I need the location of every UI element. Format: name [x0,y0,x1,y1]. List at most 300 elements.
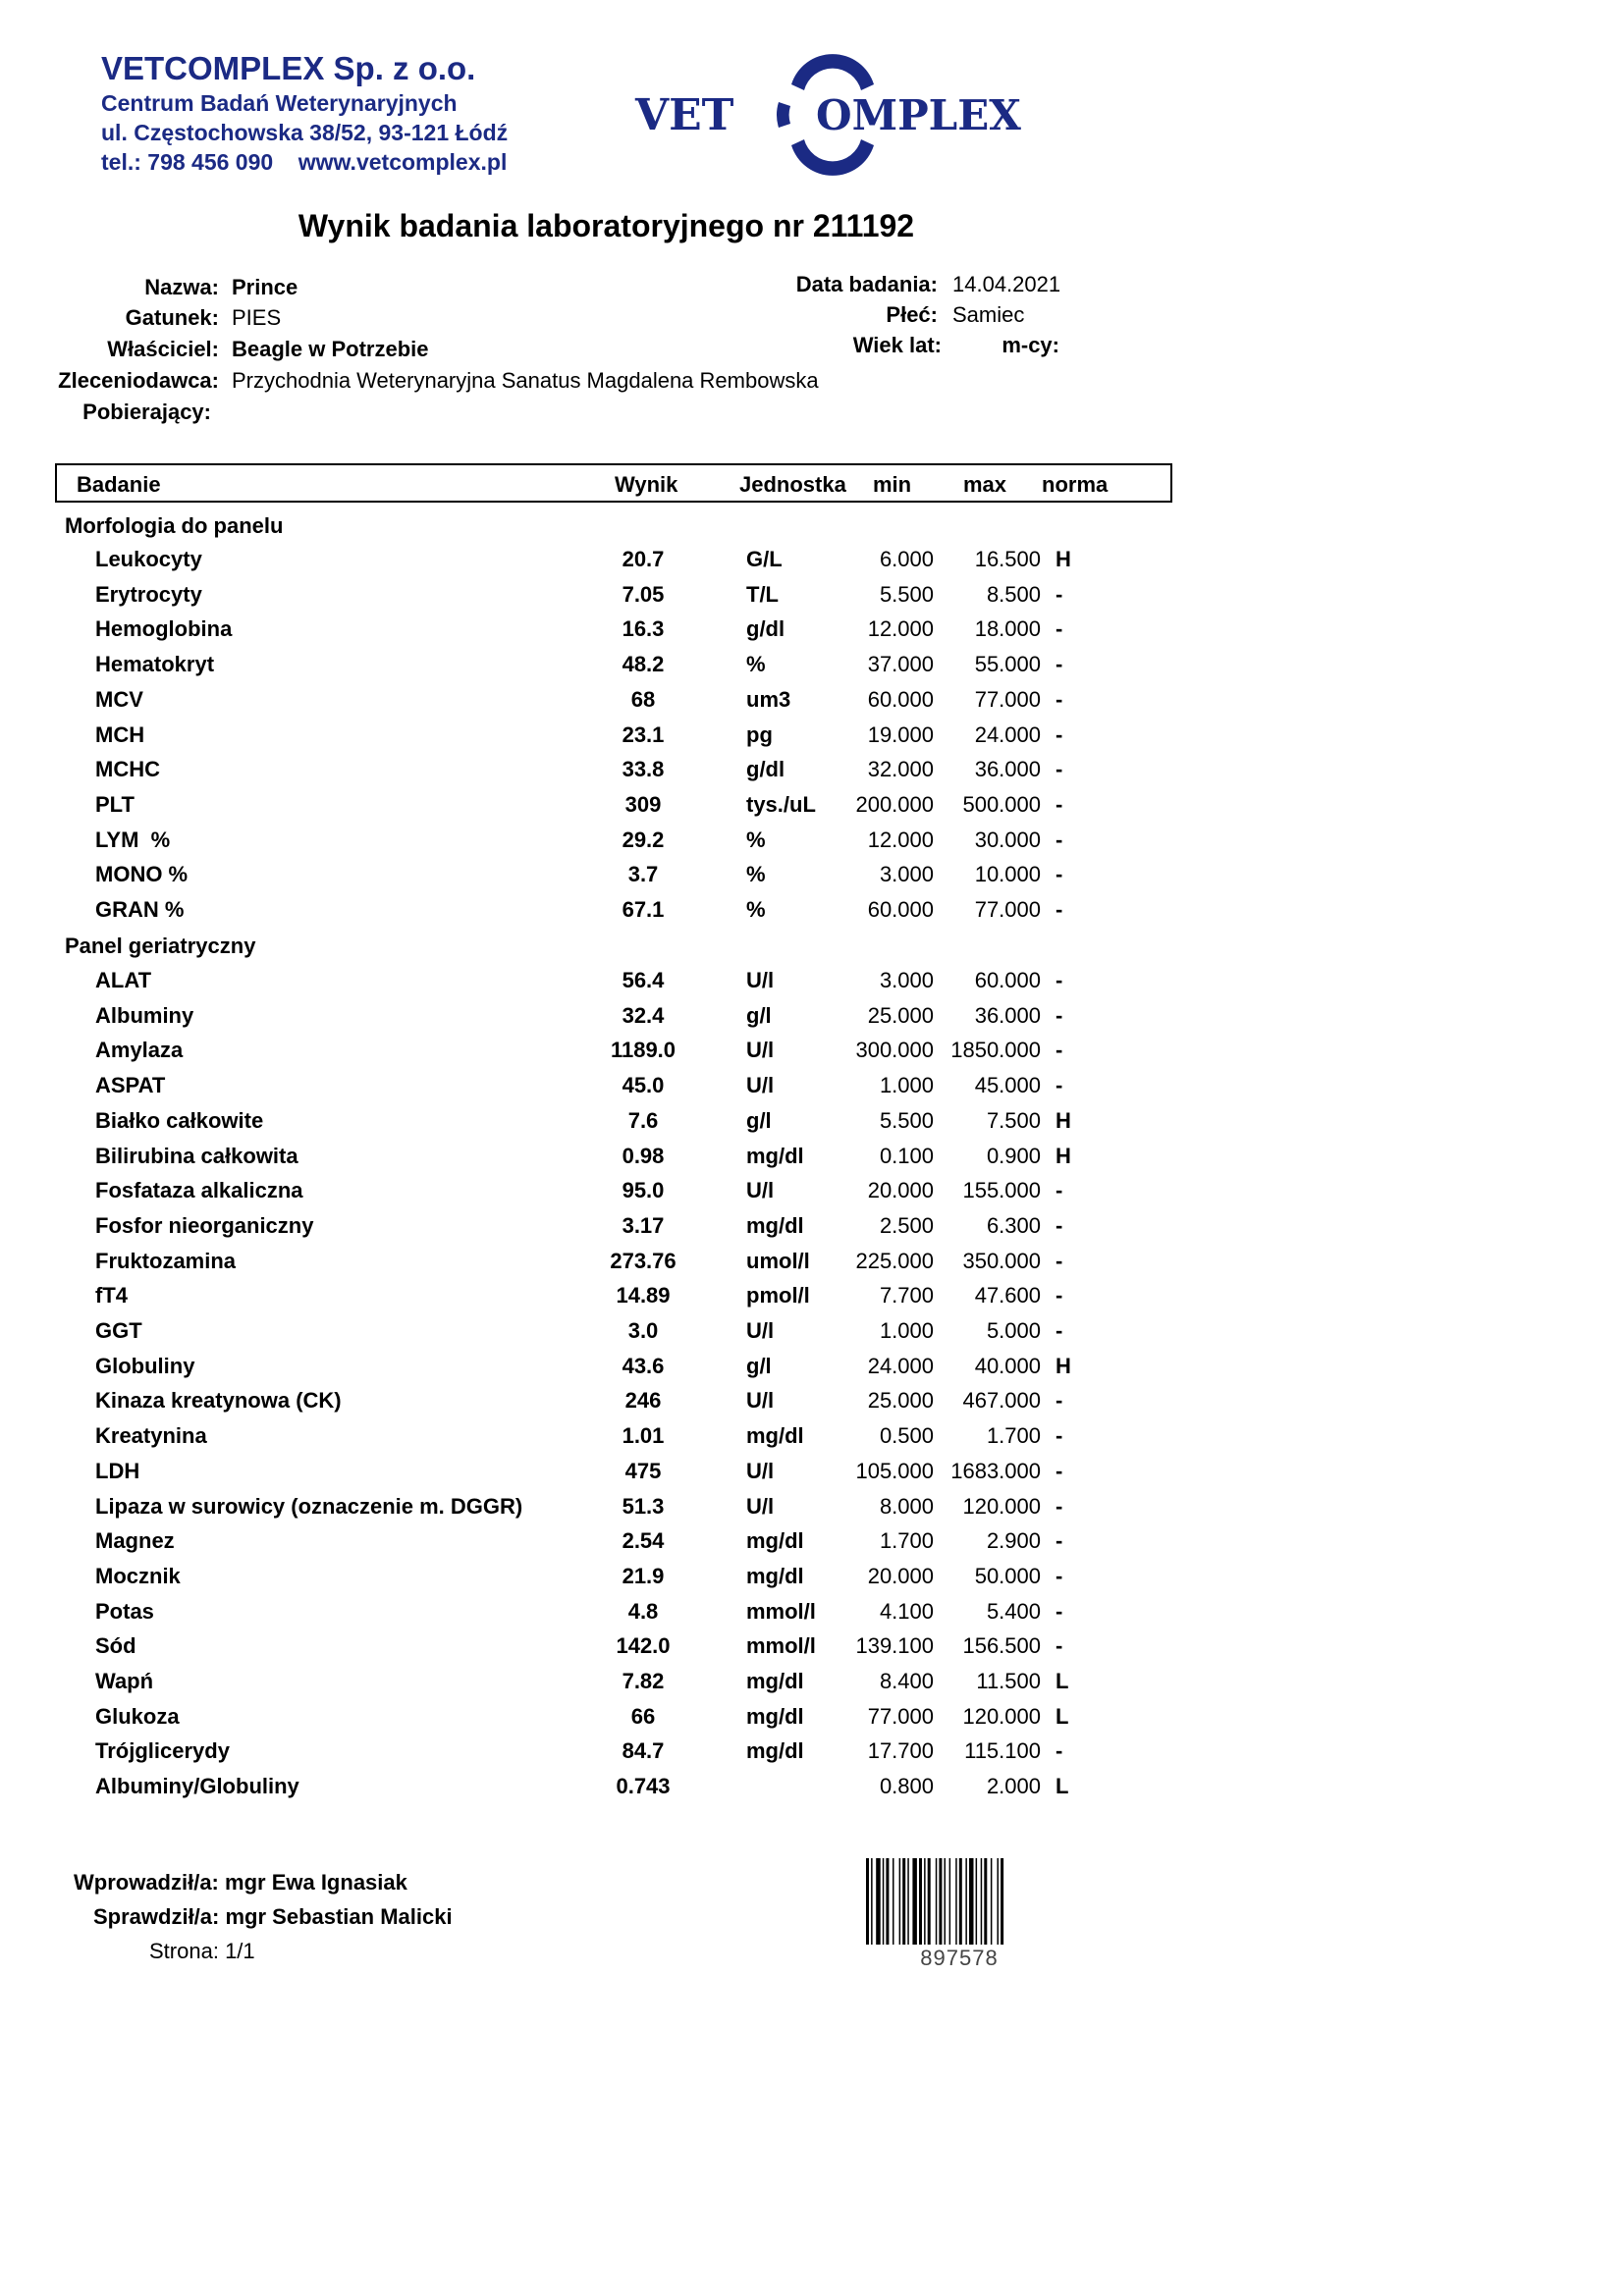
barcode-bar [876,1858,881,1945]
cell-name: Erytrocyty [95,582,202,607]
cell-unit: mg/dl [746,1669,804,1693]
cell-norm: - [1056,722,1063,747]
cell-result: 0.98 [622,1144,665,1168]
cell-min: 20.000 [867,1178,934,1202]
table-row [0,1068,1624,1103]
cell-name: LDH [95,1459,140,1483]
cell-norm: H [1056,547,1071,571]
page-label: Strona: [149,1939,219,1963]
barcode-bar [959,1858,962,1945]
cell-max: 7.500 [986,1108,1041,1133]
cell-max: 2.900 [986,1528,1041,1553]
table-row [0,1664,1624,1699]
cell-norm: - [1056,1073,1063,1097]
cell-min: 0.100 [879,1144,934,1168]
company-subtitle: Centrum Badań Weterynaryjnych [101,90,458,116]
cell-max: 60.000 [974,968,1041,992]
cell-min: 77.000 [867,1704,934,1729]
cell-max: 36.000 [974,757,1041,781]
cell-max: 1850.000 [950,1038,1041,1062]
cell-name: Fruktozamina [95,1249,237,1273]
header-min: min [873,472,912,497]
cell-norm: L [1056,1704,1069,1729]
cell-max: 0.900 [986,1144,1041,1168]
barcode-bar [984,1858,987,1945]
cell-unit: mg/dl [746,1704,804,1729]
section-title: Panel geriatryczny [65,934,256,958]
cell-norm: - [1056,1213,1063,1238]
table-row [0,1489,1624,1524]
cell-max: 1683.000 [950,1459,1041,1483]
cell-min: 8.000 [879,1494,934,1519]
cell-max: 120.000 [962,1704,1041,1729]
cell-result: 309 [624,792,662,817]
cell-result: 246 [624,1388,662,1413]
cell-result: 43.6 [622,1354,665,1378]
results-table-header [55,463,1172,503]
cell-unit: U/l [746,1318,775,1343]
cell-unit: g/l [746,1354,772,1378]
table-row [0,1383,1624,1418]
cell-norm: - [1056,1633,1063,1658]
cell-max: 156.500 [962,1633,1041,1658]
cell-max: 18.000 [974,616,1041,641]
cell-result: 475 [624,1459,662,1483]
cell-name: MCV [95,687,143,712]
cell-unit: % [746,862,766,886]
exam-date: 14.04.2021 [952,272,1061,296]
table-row [0,647,1624,682]
cell-unit: mg/dl [746,1144,804,1168]
cell-result: 29.2 [622,828,665,852]
table-row [0,718,1624,753]
cell-result: 67.1 [622,897,665,922]
table-row [0,1523,1624,1559]
cell-name: Fosfor nieorganiczny [95,1213,314,1238]
cell-name: MCH [95,722,145,747]
cell-unit: T/L [746,582,779,607]
exam-date-row [0,270,1624,299]
cell-unit: U/l [746,1178,775,1202]
cell-unit: umol/l [746,1249,810,1273]
company-address: ul. Częstochowska 38/52, 93-121 Łódź [101,120,509,145]
cell-unit: pmol/l [746,1283,810,1308]
cell-unit: U/l [746,1073,775,1097]
cell-name: Magnez [95,1528,175,1553]
table-row [0,787,1624,823]
cell-unit: g/dl [746,616,785,641]
cell-min: 32.000 [867,757,934,781]
cell-name: Hemoglobina [95,616,233,641]
vetcomplex-logo [633,55,1021,175]
patient-orderer-label: Zleceniodawca: [58,368,219,393]
cell-name: ASPAT [95,1073,166,1097]
cell-min: 200.000 [855,792,934,817]
cell-norm: - [1056,1178,1063,1202]
cell-min: 19.000 [867,722,934,747]
cell-result: 56.4 [622,968,665,992]
cell-result: 0.743 [616,1774,671,1798]
cell-max: 24.000 [974,722,1041,747]
cell-min: 0.500 [879,1423,934,1448]
cell-max: 77.000 [974,897,1041,922]
cell-norm: - [1056,1459,1063,1483]
sex-value: Samiec [952,302,1025,327]
cell-name: ALAT [95,968,152,992]
cell-norm: - [1056,757,1063,781]
barcode-bar [936,1858,938,1945]
patient-collector-label: Pobierający: [82,400,211,424]
cell-max: 5.400 [986,1599,1041,1624]
cell-name: Potas [95,1599,154,1624]
cell-name: Hematokryt [95,652,215,676]
company-name: VETCOMPLEX Sp. z o.o. [101,50,476,86]
cell-min: 4.100 [879,1599,934,1624]
cell-name: Sód [95,1633,136,1658]
cell-result: 66 [630,1704,656,1729]
cell-norm: H [1056,1354,1071,1378]
barcode-bar [886,1858,889,1945]
cell-name: Bilirubina całkowita [95,1144,298,1168]
table-row [0,1454,1624,1489]
cell-unit: mg/dl [746,1528,804,1553]
cell-name: MCHC [95,757,160,781]
patient-species-label: Gatunek: [125,305,219,330]
cell-norm: - [1056,1423,1063,1448]
barcode-bar [883,1858,885,1945]
cell-min: 25.000 [867,1388,934,1413]
table-row [0,1313,1624,1349]
cell-unit: mg/dl [746,1564,804,1588]
cell-norm: L [1056,1669,1069,1693]
cell-max: 6.300 [986,1213,1041,1238]
cell-min: 7.700 [879,1283,934,1308]
cell-name: Albuminy [95,1003,194,1028]
table-row [0,892,1624,928]
barcode-bar [955,1858,957,1945]
cell-norm: H [1056,1144,1071,1168]
barcode-bar [866,1858,869,1945]
table-row [0,1699,1624,1735]
cell-min: 8.400 [879,1669,934,1693]
cell-norm: - [1056,1249,1063,1273]
cell-min: 5.500 [879,1108,934,1133]
cell-norm: - [1056,1318,1063,1343]
cell-unit: mmol/l [746,1633,816,1658]
cell-min: 25.000 [867,1003,934,1028]
checked-by: mgr Sebastian Malicki [225,1904,453,1929]
cell-max: 40.000 [974,1354,1041,1378]
cell-unit: U/l [746,1388,775,1413]
cell-unit: U/l [746,1494,775,1519]
cell-result: 45.0 [622,1073,665,1097]
barcode-bar [924,1858,926,1945]
barcode-bar [907,1858,909,1945]
cell-norm: - [1056,582,1063,607]
cell-norm: H [1056,1108,1071,1133]
barcode-bar [912,1858,917,1945]
patient-orderer: Przychodnia Weterynaryjna Sanatus Magdalena Rembowska [232,368,819,393]
cell-result: 84.7 [622,1738,665,1763]
cell-name: Amylaza [95,1038,184,1062]
age-years-label: Wiek lat: [852,333,942,357]
cell-name: LYM % [95,828,171,852]
cell-name: Kreatynina [95,1423,207,1448]
cell-name: Mocznik [95,1564,181,1588]
table-row [0,998,1624,1034]
table-row [0,1594,1624,1629]
cell-unit: % [746,652,766,676]
cell-unit: mmol/l [746,1599,816,1624]
company-block [101,49,508,177]
table-row [0,1734,1624,1769]
cell-result: 3.7 [627,862,659,886]
patient-species: PIES [232,305,282,330]
table-row [0,963,1624,998]
cell-max: 11.500 [976,1669,1041,1693]
cell-min: 2.500 [879,1213,934,1238]
exam-date-label: Data badania: [795,272,938,296]
cell-unit: um3 [746,687,791,712]
cell-unit: U/l [746,1459,775,1483]
cell-max: 350.000 [962,1249,1041,1273]
cell-name: Fosfataza alkaliczna [95,1178,303,1202]
table-row [0,1349,1624,1384]
patient-name-label: Nazwa: [144,275,219,299]
barcode-bar [969,1858,974,1945]
cell-min: 139.100 [855,1633,934,1658]
barcode-bar [945,1858,947,1945]
cell-unit: mg/dl [746,1738,804,1763]
table-row [0,857,1624,892]
table-row [0,823,1624,858]
table-row [0,1418,1624,1454]
table-row [0,1278,1624,1313]
cell-min: 37.000 [867,652,934,676]
cell-min: 300.000 [855,1038,934,1062]
cell-max: 8.500 [986,582,1041,607]
cell-unit: % [746,828,766,852]
cell-min: 1.000 [879,1318,934,1343]
cell-name: GRAN % [95,897,185,922]
logo-text-left: VET [635,90,734,140]
barcode-bar [928,1858,931,1945]
cell-name: PLT [95,792,135,817]
cell-min: 24.000 [867,1354,934,1378]
cell-name: Kinaza kreatynowa (CK) [95,1388,342,1413]
cell-result: 7.6 [627,1108,659,1133]
cell-min: 105.000 [855,1459,934,1483]
cell-norm: - [1056,1738,1063,1763]
page-number: 1/1 [225,1939,255,1963]
table-row [0,1244,1624,1279]
logo-text-right: OMPLEX [816,91,1021,139]
cell-max: 45.000 [974,1073,1041,1097]
cell-name: Lipaza w surowicy (oznaczenie m. DGGR) [95,1494,523,1519]
cell-max: 10.000 [974,862,1041,886]
cell-result: 32.4 [622,1003,665,1028]
cell-max: 16.500 [974,547,1041,571]
cell-name: GGT [95,1318,142,1343]
cell-result: 23.1 [622,722,665,747]
table-row [0,1139,1624,1174]
cell-max: 1.700 [986,1423,1041,1448]
cell-unit: mg/dl [746,1213,804,1238]
cell-min: 60.000 [867,897,934,922]
cell-min: 12.000 [867,616,934,641]
cell-max: 50.000 [974,1564,1041,1588]
barcode-bar [1001,1858,1003,1945]
table-row [0,1769,1624,1804]
cell-min: 3.000 [879,862,934,886]
cell-min: 1.700 [879,1528,934,1553]
barcode-bar [976,1858,978,1945]
cell-name: Glukoza [95,1704,180,1729]
cell-name: Albuminy/Globuliny [95,1774,299,1798]
cell-result: 142.0 [616,1633,671,1658]
cell-result: 48.2 [622,652,665,676]
cell-min: 5.500 [879,582,934,607]
header-test: Badanie [77,472,161,497]
table-row [0,612,1624,647]
table-row [0,752,1624,787]
cell-result: 4.8 [627,1599,659,1624]
entered-by: mgr Ewa Ignasiak [225,1870,407,1895]
cell-result: 16.3 [622,616,665,641]
entered-by-row [74,1870,407,1896]
table-row [0,1208,1624,1244]
cell-norm: - [1056,1599,1063,1624]
cell-norm: - [1056,1283,1063,1308]
barcode-bar [902,1858,905,1945]
header-norm: norma [1042,472,1109,497]
entered-label: Wprowadził/a: [74,1870,219,1895]
barcode-bar [871,1858,873,1945]
cell-max: 30.000 [974,828,1041,852]
page-row [149,1939,255,1964]
cell-max: 467.000 [962,1388,1041,1413]
patient-orderer-row [0,366,1624,396]
cell-result: 51.3 [622,1494,665,1519]
barcode-bar [899,1858,901,1945]
cell-result: 1189.0 [610,1038,677,1062]
cell-result: 3.0 [627,1318,659,1343]
cell-name: fT4 [95,1283,128,1308]
cell-name: Globuliny [95,1354,195,1378]
section-title: Morfologia do panelu [65,513,284,538]
sex-row [0,300,1624,330]
cell-max: 2.000 [986,1774,1041,1798]
cell-result: 33.8 [622,757,665,781]
cell-min: 225.000 [855,1249,934,1273]
cell-max: 55.000 [974,652,1041,676]
cell-min: 6.000 [879,547,934,571]
cell-norm: - [1056,828,1063,852]
age-row [0,331,1624,360]
cell-unit: g/dl [746,757,785,781]
cell-name: MONO % [95,862,189,886]
cell-result: 7.82 [622,1669,665,1693]
cell-norm: - [1056,616,1063,641]
barcode-icon [866,1858,1053,1945]
cell-result: 68 [630,687,656,712]
cell-norm: - [1056,1003,1063,1028]
table-row [0,577,1624,613]
cell-max: 5.000 [986,1318,1041,1343]
cell-max: 47.600 [974,1283,1041,1308]
cell-result: 2.54 [622,1528,665,1553]
patient-owner-label: Właściciel: [107,337,219,361]
cell-norm: - [1056,792,1063,817]
cell-norm: - [1056,652,1063,676]
cell-norm: - [1056,897,1063,922]
report-title: Wynik badania laboratoryjnego nr 211192 [298,208,915,243]
cell-min: 60.000 [867,687,934,712]
barcode-bar [965,1858,967,1945]
cell-norm: - [1056,687,1063,712]
barcode-bar [939,1858,942,1945]
cell-unit: g/l [746,1003,772,1028]
checked-by-row [93,1904,453,1930]
cell-max: 155.000 [962,1178,1041,1202]
cell-name: Leukocyty [95,547,202,571]
barcode-bar [949,1858,951,1945]
cell-norm: - [1056,1528,1063,1553]
cell-result: 14.89 [616,1283,671,1308]
cell-max: 77.000 [974,687,1041,712]
cell-norm: - [1056,968,1063,992]
cell-norm: - [1056,1038,1063,1062]
cell-max: 36.000 [974,1003,1041,1028]
cell-result: 1.01 [622,1423,665,1448]
table-row [0,1173,1624,1208]
table-row [0,1103,1624,1139]
table-row [0,1033,1624,1068]
checked-label: Sprawdził/a: [93,1904,220,1929]
cell-norm: L [1056,1774,1069,1798]
cell-max: 500.000 [962,792,1041,817]
barcode-bar [981,1858,983,1945]
cell-result: 20.7 [622,547,665,571]
patient-name: Prince [232,275,298,299]
cell-result: 273.76 [610,1249,677,1273]
cell-norm: - [1056,862,1063,886]
cell-min: 17.700 [867,1738,934,1763]
cell-min: 1.000 [879,1073,934,1097]
table-row [0,1629,1624,1664]
cell-min: 20.000 [867,1564,934,1588]
cell-unit: g/l [746,1108,772,1133]
cell-unit: mg/dl [746,1423,804,1448]
cell-norm: - [1056,1494,1063,1519]
company-contact: tel.: 798 456 090 www.vetcomplex.pl [101,149,508,175]
table-row [0,542,1624,577]
cell-unit: tys./uL [746,792,816,817]
patient-owner: Beagle w Potrzebie [232,337,429,361]
cell-min: 0.800 [879,1774,934,1798]
patient-collector-row [0,398,1624,427]
cell-unit: U/l [746,968,775,992]
cell-min: 3.000 [879,968,934,992]
cell-norm: - [1056,1388,1063,1413]
cell-unit: pg [746,722,773,747]
cell-unit: % [746,897,766,922]
table-row [0,682,1624,718]
cell-result: 3.17 [622,1213,665,1238]
barcode-bar [998,1858,1000,1945]
header-result: Wynik [615,472,678,497]
cell-max: 115.100 [964,1738,1041,1763]
